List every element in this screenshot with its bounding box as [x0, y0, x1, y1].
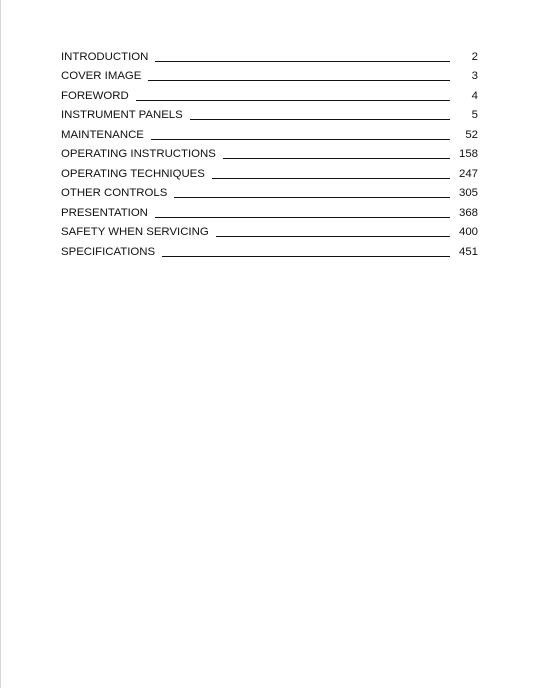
toc-leader-line: [151, 139, 450, 140]
toc-leader-line: [174, 197, 450, 198]
toc-entry-specifications[interactable]: [61, 239, 478, 259]
table-of-contents: [61, 44, 478, 259]
toc-leader-line: [162, 256, 450, 257]
toc-entry-introduction[interactable]: [61, 44, 478, 64]
toc-leader-line: [155, 61, 450, 62]
toc-entry-title: OPERATING TECHNIQUES: [61, 167, 205, 180]
toc-entry-title: SAFETY WHEN SERVICING: [61, 226, 209, 238]
toc-entry-title: OPERATING INSTRUCTIONS: [61, 148, 216, 160]
toc-entry-title: FOREWORD: [61, 89, 129, 102]
toc-entry-page: 3: [471, 70, 478, 82]
toc-leader-line: [212, 178, 450, 179]
toc-entry-page: 4: [471, 89, 478, 102]
toc-entry-maintenance[interactable]: [61, 122, 478, 142]
toc-leader-line: [155, 217, 450, 218]
toc-entry-page: 52: [465, 128, 478, 141]
toc-leader-line: [223, 158, 450, 159]
toc-entry-page: 368: [458, 206, 478, 219]
toc-entry-page: 5: [471, 109, 478, 121]
toc-leader-line: [216, 236, 450, 237]
toc-entry-title: COVER IMAGE: [61, 70, 142, 82]
toc-entry-foreword[interactable]: [61, 83, 478, 103]
toc-entry-page: 247: [458, 167, 478, 180]
toc-entry-page: 400: [458, 226, 478, 238]
toc-leader-line: [190, 119, 450, 120]
toc-entry-title: INSTRUMENT PANELS: [61, 109, 183, 121]
toc-entry-page: 305: [458, 187, 478, 199]
toc-entry-title: OTHER CONTROLS: [61, 187, 168, 199]
toc-leader-line: [136, 100, 450, 101]
toc-entry-page: 2: [471, 50, 478, 63]
toc-entry-safety-when-servicing[interactable]: [61, 220, 478, 240]
toc-entry-title: SPECIFICATIONS: [61, 245, 156, 258]
toc-entry-page: 451: [458, 245, 478, 258]
toc-entry-other-controls[interactable]: [61, 181, 478, 201]
toc-entry-operating-techniques[interactable]: [61, 161, 478, 181]
toc-entry-operating-instructions[interactable]: [61, 142, 478, 162]
toc-entry-page: 158: [458, 148, 478, 160]
toc-entry-title: MAINTENANCE: [61, 128, 144, 141]
toc-entry-title: INTRODUCTION: [61, 50, 149, 63]
toc-entry-instrument-panels[interactable]: [61, 103, 478, 123]
toc-entry-presentation[interactable]: [61, 200, 478, 220]
toc-leader-line: [148, 80, 450, 81]
toc-entry-cover-image[interactable]: [61, 64, 478, 84]
toc-entry-title: PRESENTATION: [61, 206, 148, 219]
